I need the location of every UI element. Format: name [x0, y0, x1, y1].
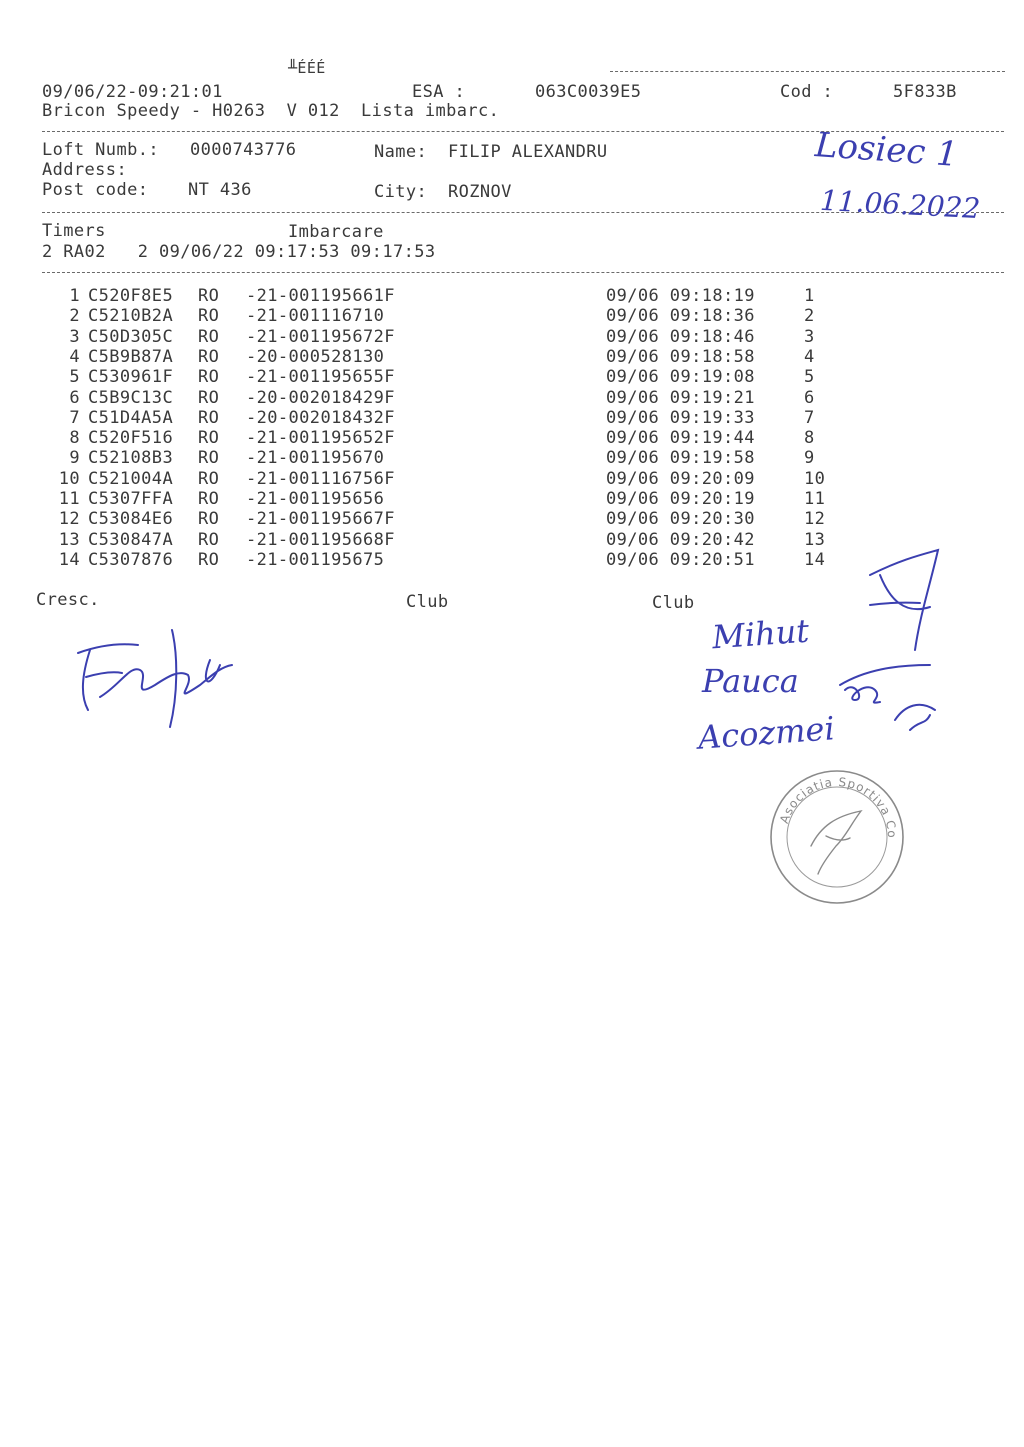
- bird-country: RO: [198, 448, 220, 469]
- bird-ring-number: -20-000528130: [246, 346, 385, 367]
- bird-position: 9: [804, 448, 815, 469]
- top-mark: ╨ÉÉÉ: [288, 59, 326, 77]
- esa-value: 063C0039E5: [535, 82, 642, 102]
- club-label-2: Club: [652, 593, 695, 613]
- bird-country: RO: [198, 428, 220, 449]
- bird-index: 2: [69, 306, 80, 327]
- bird-chip-id: C5307876: [88, 549, 174, 570]
- table-row: [0, 469, 1024, 489]
- bird-ring-number: -21-001195675: [246, 549, 385, 570]
- bird-arrival-time: 09/06 09:19:21: [606, 387, 755, 408]
- bird-ring-number: -21-001116710: [246, 306, 385, 327]
- bird-country: RO: [198, 407, 220, 428]
- table-row: [0, 408, 1024, 428]
- table-row: [0, 306, 1024, 326]
- bird-chip-id: C530847A: [88, 529, 174, 550]
- bird-index: 8: [69, 428, 80, 449]
- bird-position: 5: [804, 367, 815, 388]
- list-title: Bricon Speedy - H0263 V 012 Lista imbarc.: [42, 101, 500, 121]
- bird-chip-id: C5B9B87A: [88, 346, 174, 367]
- bird-position: 1: [804, 286, 815, 306]
- bird-index: 9: [69, 448, 80, 469]
- bird-index: 5: [69, 367, 80, 388]
- table-row: [0, 347, 1024, 367]
- loft-label: Loft Numb.:: [42, 140, 159, 160]
- bird-arrival-time: 09/06 09:19:33: [606, 407, 755, 428]
- postcode-value: NT 436: [188, 180, 252, 200]
- bird-position: 8: [804, 428, 815, 449]
- bird-ring-number: -21-001195652F: [246, 428, 395, 449]
- bird-ring-number: -21-001116756F: [246, 468, 395, 489]
- bird-country: RO: [198, 286, 220, 306]
- bird-arrival-time: 09/06 09:20:19: [606, 489, 755, 509]
- bird-arrival-time: 09/06 09:19:44: [606, 428, 755, 449]
- bird-country: RO: [198, 387, 220, 408]
- bird-country: RO: [198, 346, 220, 367]
- city-label: City:: [374, 182, 428, 202]
- bird-country: RO: [198, 306, 220, 327]
- bird-arrival-time: 09/06 09:18:19: [606, 286, 755, 306]
- signature-name-2: Pauca: [702, 662, 799, 700]
- table-row: [0, 489, 1024, 509]
- table-row: [0, 448, 1024, 468]
- bird-index: 11: [58, 489, 80, 509]
- bird-position: 11: [804, 489, 826, 509]
- bird-ring-number: -21-001195670: [246, 448, 385, 469]
- table-row: [0, 428, 1024, 448]
- bird-ring-number: -20-002018432F: [246, 407, 395, 428]
- bird-arrival-time: 09/06 09:20:30: [606, 509, 755, 530]
- bird-arrival-time: 09/06 09:18:58: [606, 346, 755, 367]
- handwritten-date: 11.06.2022: [819, 183, 982, 226]
- table-row: [0, 509, 1024, 529]
- bird-ring-number: -21-001195655F: [246, 367, 395, 388]
- bird-chip-id: C51D4A5A: [88, 407, 174, 428]
- bird-index: 3: [69, 326, 80, 347]
- bird-arrival-time: 09/06 09:19:08: [606, 367, 755, 388]
- stamp-text: Asociatia Sportiva Columbofila: [759, 755, 900, 840]
- timers-line: 2 RA02 2 09/06/22 09:17:53 09:17:53: [42, 242, 436, 262]
- bird-ring-number: -21-001195661F: [246, 286, 395, 306]
- bird-arrival-time: 09/06 09:20:51: [606, 549, 755, 570]
- signature-name-1: Mihut: [710, 611, 811, 657]
- bird-position: 7: [804, 407, 815, 428]
- address-label: Address:: [42, 160, 128, 180]
- bird-ring-number: -21-001195667F: [246, 509, 395, 530]
- bird-index: 4: [69, 346, 80, 367]
- handwritten-location: Losiec 1: [813, 125, 960, 175]
- cod-label: Cod :: [780, 82, 834, 102]
- svg-text:Asociatia Sportiva Columbofila: [760, 755, 899, 839]
- bird-position: 14: [804, 549, 826, 570]
- bird-index: 14: [58, 549, 80, 570]
- bird-position: 4: [804, 346, 815, 367]
- bird-country: RO: [198, 489, 220, 509]
- bird-chip-id: C5307FFA: [88, 489, 174, 509]
- bird-arrival-time: 09/06 09:18:46: [606, 326, 755, 347]
- bird-position: 6: [804, 387, 815, 408]
- bird-arrival-time: 09/06 09:18:36: [606, 306, 755, 327]
- imbarcare-label: Imbarcare: [288, 222, 384, 242]
- bird-country: RO: [198, 529, 220, 550]
- loft-number: 0000743776: [190, 140, 297, 160]
- bird-ring-number: -21-001195672F: [246, 326, 395, 347]
- print-datetime: 09/06/22-09:21:01: [42, 82, 223, 102]
- table-row: [0, 388, 1024, 408]
- table-row: [0, 327, 1024, 347]
- bird-arrival-time: 09/06 09:20:42: [606, 529, 755, 550]
- bird-index: 1: [69, 286, 80, 306]
- bird-country: RO: [198, 326, 220, 347]
- breeder-signature: [60, 615, 250, 740]
- bird-country: RO: [198, 367, 220, 388]
- bird-country: RO: [198, 509, 220, 530]
- postcode-label: Post code:: [42, 180, 149, 200]
- club-stamp: [759, 755, 908, 908]
- bird-chip-id: C521004A: [88, 468, 174, 489]
- signature-name-3: Acozmei: [696, 709, 836, 757]
- owner-name: FILIP ALEXANDRU: [448, 142, 608, 162]
- header-divider-top: [610, 71, 1005, 72]
- bird-chip-id: C52108B3: [88, 448, 174, 469]
- club-signature-flourish: [860, 545, 950, 655]
- bird-position: 2: [804, 306, 815, 327]
- header-divider-3: [42, 272, 1004, 273]
- bird-index: 6: [69, 387, 80, 408]
- bird-chip-id: C5B9C13C: [88, 387, 174, 408]
- name-label: Name:: [374, 142, 428, 162]
- bird-ring-number: -21-001195668F: [246, 529, 395, 550]
- bird-position: 12: [804, 509, 826, 530]
- table-row: [0, 367, 1024, 387]
- bird-position: 3: [804, 326, 815, 347]
- cresc-label: Cresc.: [36, 590, 100, 610]
- bird-arrival-time: 09/06 09:19:58: [606, 448, 755, 469]
- table-row: [0, 286, 1024, 306]
- bird-chip-id: C530961F: [88, 367, 174, 388]
- bird-index: 7: [69, 407, 80, 428]
- bird-chip-id: C5210B2A: [88, 306, 174, 327]
- bird-chip-id: C53084E6: [88, 509, 174, 530]
- bird-index: 12: [58, 509, 80, 530]
- bird-position: 10: [804, 468, 826, 489]
- city-value: ROZNOV: [448, 182, 512, 202]
- bird-country: RO: [198, 549, 220, 570]
- bird-chip-id: C520F8E5: [88, 286, 174, 306]
- bird-country: RO: [198, 468, 220, 489]
- cod-value: 5F833B: [893, 82, 957, 102]
- club-label-1: Club: [406, 592, 449, 612]
- bird-index: 10: [58, 468, 80, 489]
- bird-chip-id: C50D305C: [88, 326, 174, 347]
- bird-ring-number: -21-001195656: [246, 489, 385, 509]
- bird-index: 13: [58, 529, 80, 550]
- bird-ring-number: -20-002018429F: [246, 387, 395, 408]
- club-initials-mark: [835, 660, 945, 750]
- bird-position: 13: [804, 529, 826, 550]
- bird-arrival-time: 09/06 09:20:09: [606, 468, 755, 489]
- esa-label: ESA :: [412, 82, 466, 102]
- timers-label: Timers: [42, 221, 106, 241]
- bird-chip-id: C520F516: [88, 428, 174, 449]
